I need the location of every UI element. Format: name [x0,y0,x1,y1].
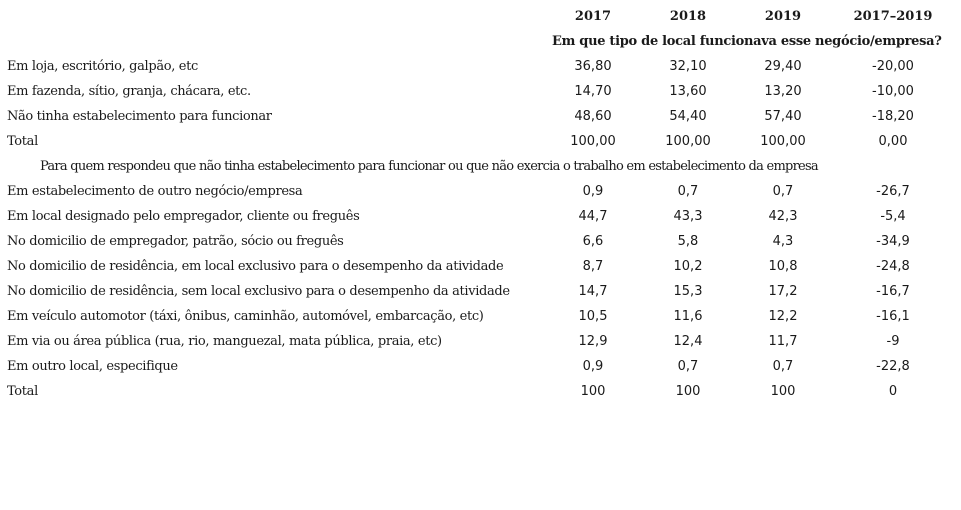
cell-2017: 0,9 [582,184,604,199]
cell-2019: 100 [770,384,796,399]
cell-2018: 100 [675,384,701,399]
table-row [0,304,961,329]
cell-2017-2019: -10,00 [872,84,914,99]
cell-2018: 13,60 [669,84,707,99]
column-header-2017: 2017 [574,9,612,24]
row-label: Em estabelecimento de outro negócio/empresa [7,184,303,199]
cell-2017-2019: -9 [886,334,900,349]
cell-2018: 100,00 [665,134,711,149]
cell-2018: 15,3 [673,284,703,299]
table-row [0,329,961,354]
table-row [0,279,961,304]
row-label: Em loja, escritório, galpão, etc [7,59,198,74]
cell-2017: 14,7 [578,284,608,299]
cell-2017-2019: -5,4 [880,209,906,224]
cell-2019: 100,00 [760,134,806,149]
section-heading: Para quem respondeu que não tinha estabelecimento para funcionar ou que não exercia o trabalho em estabelecimento da empresa [40,159,818,174]
cell-2017: 100 [580,384,606,399]
cell-2017: 6,6 [582,234,604,249]
column-header-2019: 2019 [764,9,802,24]
table-row [0,179,961,204]
cell-2018: 5,8 [677,234,699,249]
cell-2017: 44,7 [578,209,608,224]
row-label: No domicilio de residência, sem local exclusivo para o desempenho da atividade [7,284,510,299]
row-label: Total [7,384,38,399]
cell-2017: 8,7 [582,259,604,274]
cell-2018: 54,40 [669,109,707,124]
cell-2017-2019: -24,8 [876,259,910,274]
table-row [0,104,961,129]
column-header-2017-2019: 2017–2019 [853,9,933,24]
cell-2017-2019: -16,1 [876,309,910,324]
row-label: Em outro local, especifique [7,359,178,374]
cell-2019: 4,3 [772,234,794,249]
row-label: Em via ou área pública (rua, rio, manguezal, mata pública, praia, etc) [7,334,442,349]
cell-2018: 43,3 [673,209,703,224]
cell-2018: 10,2 [673,259,703,274]
cell-2017-2019: -18,20 [872,109,914,124]
question-row [0,29,961,54]
row-label: Em fazenda, sítio, granja, chácara, etc. [7,84,251,99]
cell-2018: 0,7 [677,359,699,374]
column-header-row [0,4,961,29]
row-label: Em local designado pelo empregador, cliente ou freguês [7,209,360,224]
cell-2019: 0,7 [772,184,794,199]
table-total-row [0,129,961,154]
cell-2019: 12,2 [768,309,798,324]
cell-2019: 0,7 [772,359,794,374]
table-row [0,229,961,254]
table-row [0,54,961,79]
cell-2018: 0,7 [677,184,699,199]
cell-2017-2019: -26,7 [876,184,910,199]
cell-2017: 0,9 [582,359,604,374]
cell-2017-2019: -34,9 [876,234,910,249]
cell-2019: 11,7 [768,334,798,349]
table-row [0,254,961,279]
cell-2017: 48,60 [574,109,612,124]
cell-2018: 32,10 [669,59,707,74]
cell-2017: 36,80 [574,59,612,74]
cell-2019: 42,3 [768,209,798,224]
cell-2017: 12,9 [578,334,608,349]
question-heading: Em que tipo de local funcionava esse negócio/empresa? [552,34,942,49]
cell-2017-2019: -20,00 [872,59,914,74]
cell-2019: 17,2 [768,284,798,299]
cell-2017: 100,00 [570,134,616,149]
cell-2019: 10,8 [768,259,798,274]
column-header-2018: 2018 [669,9,707,24]
cell-2017-2019: -16,7 [876,284,910,299]
row-label: No domicilio de empregador, patrão, sócio ou freguês [7,234,344,249]
table-row [0,204,961,229]
cell-2018: 12,4 [673,334,703,349]
cell-2018: 11,6 [673,309,703,324]
section-heading-row [0,154,961,179]
cell-2017-2019: -22,8 [876,359,910,374]
row-label: Em veículo automotor (táxi, ônibus, caminhão, automóvel, embarcação, etc) [7,309,484,324]
cell-2017-2019: 0,00 [878,134,908,149]
table-row [0,354,961,379]
cell-2017-2019: 0 [888,384,898,399]
table-row [0,79,961,104]
cell-2019: 29,40 [764,59,802,74]
cell-2017: 10,5 [578,309,608,324]
table-total-row [0,379,961,404]
cell-2019: 13,20 [764,84,802,99]
row-label: No domicilio de residência, em local exclusivo para o desempenho da atividade [7,259,504,274]
cell-2017: 14,70 [574,84,612,99]
row-label: Não tinha estabelecimento para funcionar [7,109,272,124]
row-label: Total [7,134,38,149]
cell-2019: 57,40 [764,109,802,124]
